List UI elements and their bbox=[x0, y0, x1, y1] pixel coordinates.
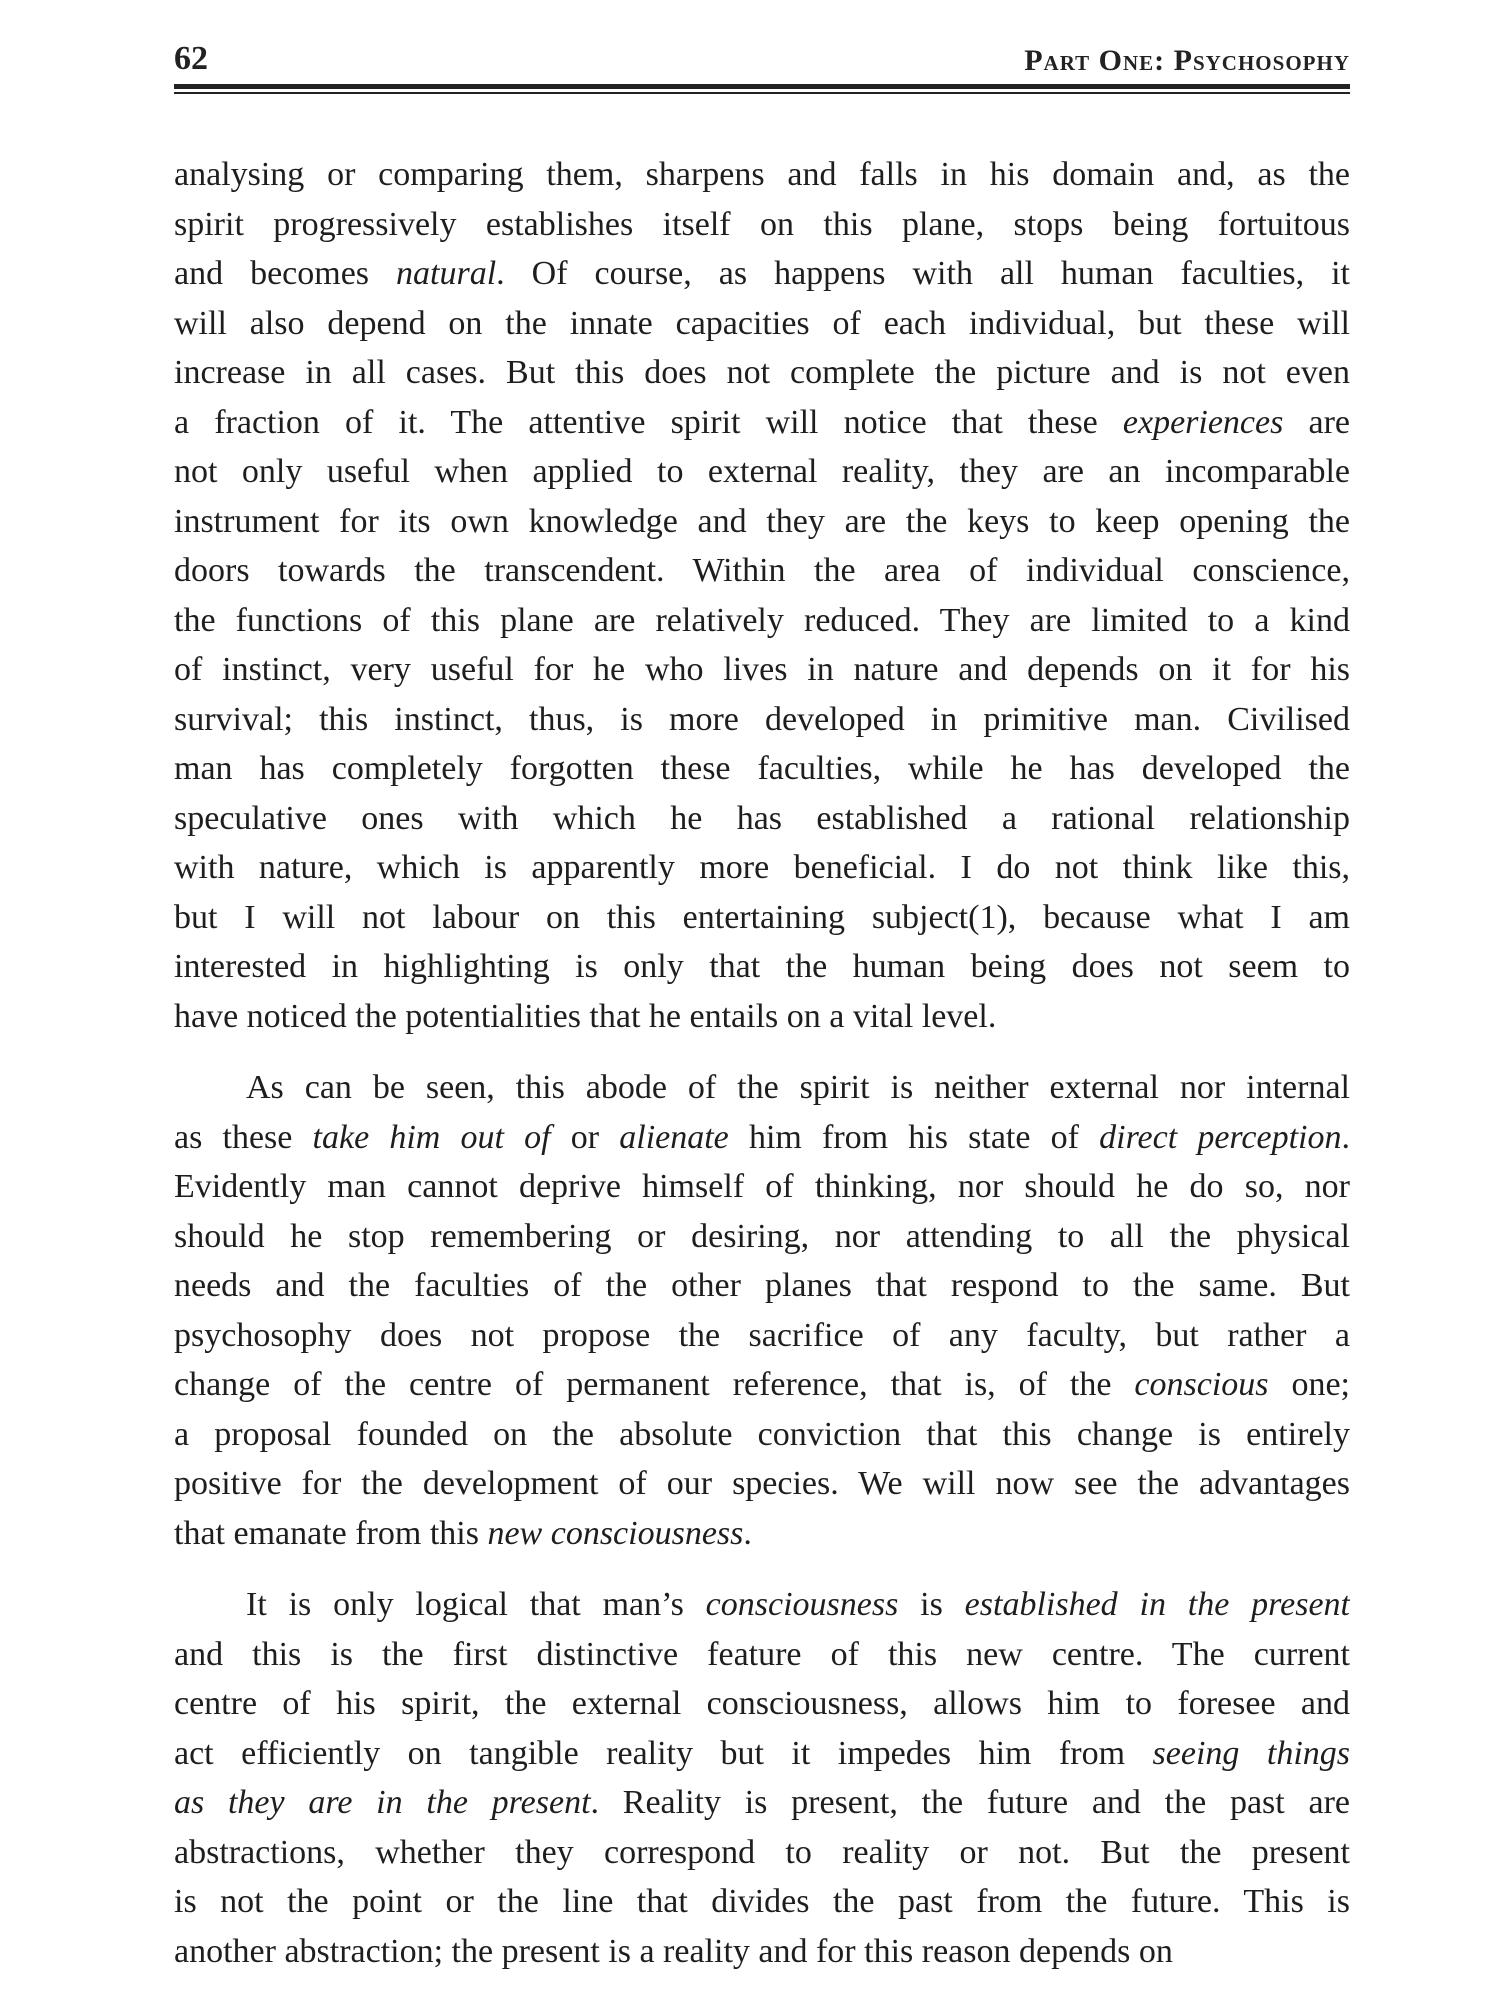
header-rule-thick bbox=[174, 84, 1350, 89]
text-line: increase in all cases. But this does not complete the picture and is not even bbox=[174, 354, 1350, 391]
text-line: as they are in the present. Reality is present, the future and the past are bbox=[174, 1784, 1350, 1821]
text-line: act efficiently on tangible reality but it impedes him from seeing things bbox=[174, 1734, 1350, 1772]
text-line: another abstraction; the present is a reality and for this reason depends on bbox=[174, 1932, 1173, 1970]
header-rule-thin bbox=[174, 92, 1350, 94]
paragraph bbox=[174, 1580, 1350, 1976]
text-line: but I will not labour on this entertaining subject(1), because what I am bbox=[174, 898, 1350, 936]
text-line: should he stop remembering or desiring, nor attending to all the physical bbox=[174, 1217, 1350, 1255]
text-line: change of the centre of permanent reference, that is, of the conscious one; bbox=[174, 1366, 1350, 1403]
text-line: not only useful when applied to external reality, they are an incomparable bbox=[174, 453, 1350, 490]
text-line: speculative ones with which he has established a rational relationship bbox=[174, 799, 1350, 837]
text-line: as these take him out of or alienate him from his state of direct perception. bbox=[174, 1118, 1350, 1156]
text-line: Evidently man cannot deprive himself of thinking, nor should he do so, nor bbox=[174, 1168, 1350, 1205]
text-line: with nature, which is apparently more beneficial. I do not think like this, bbox=[174, 849, 1350, 886]
text-line: and this is the first distinctive feature of this new centre. The current bbox=[174, 1635, 1350, 1673]
text-line: man has completely forgotten these faculties, while he has developed the bbox=[174, 750, 1350, 787]
text-line: interested in highlighting is only that the human being does not seem to bbox=[174, 948, 1350, 985]
text-line: of instinct, very useful for he who lives in nature and depends on it for his bbox=[174, 651, 1350, 688]
text-line: the functions of this plane are relatively reduced. They are limited to a kind bbox=[174, 601, 1350, 639]
text-line: psychosophy does not propose the sacrifice of any faculty, but rather a bbox=[174, 1316, 1350, 1354]
text-line: needs and the faculties of the other planes that respond to the same. But bbox=[174, 1267, 1350, 1304]
page-number: 62 bbox=[174, 40, 208, 77]
text-line: and becomes natural. Of course, as happens with all human faculties, it bbox=[174, 255, 1350, 292]
text-line: will also depend on the innate capacities of each individual, but these will bbox=[174, 304, 1350, 342]
page-header bbox=[174, 28, 1350, 78]
text-line: As can be seen, this abode of the spirit is neither external nor internal bbox=[246, 1069, 1350, 1106]
paragraph bbox=[174, 1063, 1350, 1558]
text-line: a fraction of it. The attentive spirit will notice that these experiences are bbox=[174, 403, 1350, 441]
text-line: It is only logical that man’s consciousness is established in the present bbox=[246, 1586, 1350, 1623]
body-text bbox=[174, 150, 1350, 1976]
paragraph bbox=[174, 150, 1350, 1041]
text-line: centre of his spirit, the external consciousness, allows him to foresee and bbox=[174, 1685, 1350, 1722]
text-line: spirit progressively establishes itself on this plane, stops being fortuitous bbox=[174, 205, 1350, 243]
text-line: survival; this instinct, thus, is more developed in primitive man. Civilised bbox=[174, 700, 1350, 738]
text-line: analysing or comparing them, sharpens and falls in his domain and, as the bbox=[174, 156, 1350, 193]
text-line: abstractions, whether they correspond to reality or not. But the present bbox=[174, 1833, 1350, 1871]
text-line: a proposal founded on the absolute conviction that this change is entirely bbox=[174, 1415, 1350, 1453]
text-line: have noticed the potentialities that he entails on a vital level. bbox=[174, 997, 997, 1035]
text-line: that emanate from this new consciousness. bbox=[174, 1514, 752, 1552]
text-line: instrument for its own knowledge and they are the keys to keep opening the bbox=[174, 502, 1350, 540]
text-line: doors towards the transcendent. Within the area of individual conscience, bbox=[174, 552, 1350, 589]
running-head: Part One: Psychosophy bbox=[1024, 44, 1350, 77]
text-line: positive for the development of our species. We will now see the advantages bbox=[174, 1465, 1350, 1502]
text-line: is not the point or the line that divides the past from the future. This is bbox=[174, 1883, 1350, 1920]
